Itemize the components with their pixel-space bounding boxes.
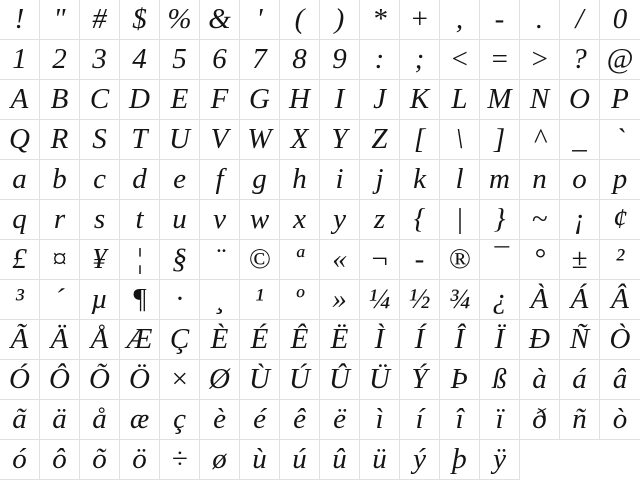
glyph-cell[interactable]: Ú [280,360,320,400]
glyph-cell[interactable]: X [280,120,320,160]
glyph-cell[interactable]: Ë [320,320,360,360]
glyph-cell[interactable]: é [240,400,280,440]
glyph-cell[interactable]: i [320,160,360,200]
glyph-cell[interactable]: : [360,40,400,80]
glyph-cell[interactable]: ´ [40,280,80,320]
glyph-cell[interactable]: ° [520,240,560,280]
glyph-cell[interactable]: f [200,160,240,200]
glyph-cell[interactable]: b [40,160,80,200]
glyph-cell[interactable]: æ [120,400,160,440]
glyph-cell[interactable]: â [600,360,640,400]
glyph-cell[interactable]: À [520,280,560,320]
glyph-cell[interactable]: í [400,400,440,440]
glyph-cell[interactable]: § [160,240,200,280]
glyph-cell[interactable]: @ [600,40,640,80]
glyph-cell[interactable]: N [520,80,560,120]
glyph-cell[interactable]: ~ [520,200,560,240]
glyph-cell[interactable]: - [480,0,520,40]
glyph-cell[interactable]: ý [400,440,440,480]
glyph-cell[interactable]: õ [80,440,120,480]
glyph-cell[interactable]: n [520,160,560,200]
glyph-cell[interactable]: û [320,440,360,480]
glyph-cell[interactable]: , [440,0,480,40]
glyph-cell[interactable]: q [0,200,40,240]
glyph-cell[interactable]: Â [600,280,640,320]
glyph-cell[interactable]: è [200,400,240,440]
glyph-cell[interactable]: Q [0,120,40,160]
glyph-cell[interactable]: ô [40,440,80,480]
glyph-cell[interactable]: £ [0,240,40,280]
glyph-cell[interactable]: 9 [320,40,360,80]
glyph-cell[interactable]: t [120,200,160,240]
glyph-cell[interactable]: ç [160,400,200,440]
glyph-cell[interactable]: Z [360,120,400,160]
empty-cell [520,440,560,480]
glyph-cell[interactable]: < [440,40,480,80]
glyph-cell[interactable]: 7 [240,40,280,80]
glyph-cell[interactable]: 3 [80,40,120,80]
glyph-cell[interactable]: # [80,0,120,40]
glyph-cell[interactable]: Ñ [560,320,600,360]
glyph-cell[interactable]: Û [320,360,360,400]
glyph-cell[interactable]: w [240,200,280,240]
glyph-cell[interactable]: u [160,200,200,240]
glyph-cell[interactable]: × [160,360,200,400]
glyph-cell[interactable]: 4 [120,40,160,80]
glyph-cell[interactable]: s [80,200,120,240]
glyph-cell[interactable]: W [240,120,280,160]
glyph-cell[interactable]: Ï [480,320,520,360]
glyph-cell[interactable]: µ [80,280,120,320]
glyph-cell[interactable]: ® [440,240,480,280]
glyph-cell[interactable]: 2 [40,40,80,80]
glyph-cell[interactable]: È [200,320,240,360]
glyph-cell[interactable]: ö [120,440,160,480]
glyph-cell[interactable]: K [400,80,440,120]
glyph-cell[interactable]: } [480,200,520,240]
glyph-cell[interactable]: ¦ [120,240,160,280]
glyph-cell[interactable]: + [400,0,440,40]
glyph-cell[interactable]: c [80,160,120,200]
glyph-cell[interactable]: Ô [40,360,80,400]
glyph-cell[interactable]: x [280,200,320,240]
glyph-cell[interactable]: ½ [400,280,440,320]
glyph-cell[interactable]: A [0,80,40,120]
glyph-cell[interactable]: î [440,400,480,440]
glyph-cell[interactable]: ¤ [40,240,80,280]
glyph-cell[interactable]: Á [560,280,600,320]
glyph-cell[interactable]: - [400,240,440,280]
glyph-cell[interactable]: þ [440,440,480,480]
glyph-cell[interactable]: m [480,160,520,200]
glyph-cell[interactable]: Ü [360,360,400,400]
glyph-cell[interactable]: ² [600,240,640,280]
glyph-cell[interactable]: ³ [0,280,40,320]
glyph-cell[interactable]: ^ [520,120,560,160]
glyph-cell[interactable]: ï [480,400,520,440]
glyph-cell[interactable]: 0 [600,0,640,40]
glyph-cell[interactable]: ± [560,240,600,280]
glyph-cell[interactable]: ü [360,440,400,480]
glyph-cell[interactable]: _ [560,120,600,160]
glyph-cell[interactable]: z [360,200,400,240]
glyph-cell[interactable]: Æ [120,320,160,360]
glyph-cell[interactable]: o [560,160,600,200]
glyph-cell[interactable]: l [440,160,480,200]
glyph-cell[interactable]: » [320,280,360,320]
glyph-cell[interactable]: Ò [600,320,640,360]
glyph-cell[interactable]: & [200,0,240,40]
glyph-cell[interactable]: C [80,80,120,120]
glyph-cell[interactable]: R [40,120,80,160]
glyph-cell[interactable]: ¡ [560,200,600,240]
glyph-cell[interactable]: 6 [200,40,240,80]
glyph-cell[interactable]: ø [200,440,240,480]
glyph-cell[interactable]: ê [280,400,320,440]
glyph-cell[interactable]: Ê [280,320,320,360]
glyph-cell[interactable]: ` [600,120,640,160]
glyph-cell[interactable]: ß [480,360,520,400]
glyph-cell[interactable]: ä [40,400,80,440]
glyph-cell[interactable]: Y [320,120,360,160]
glyph-cell[interactable]: Å [80,320,120,360]
glyph-cell[interactable]: Ø [200,360,240,400]
glyph-cell[interactable]: · [160,280,200,320]
glyph-cell[interactable]: ò [600,400,640,440]
glyph-cell[interactable]: J [360,80,400,120]
glyph-cell[interactable]: " [40,0,80,40]
glyph-cell[interactable]: ¶ [120,280,160,320]
glyph-cell[interactable]: ú [280,440,320,480]
glyph-cell[interactable]: e [160,160,200,200]
glyph-cell[interactable]: ¸ [200,280,240,320]
glyph-cell[interactable]: ] [480,120,520,160]
glyph-cell[interactable]: Ã [0,320,40,360]
glyph-cell[interactable]: Ù [240,360,280,400]
glyph-cell[interactable]: P [600,80,640,120]
glyph-cell[interactable]: Ä [40,320,80,360]
glyph-cell[interactable]: I [320,80,360,120]
glyph-cell[interactable]: U [160,120,200,160]
glyph-cell[interactable]: y [320,200,360,240]
glyph-cell[interactable]: % [160,0,200,40]
empty-cell [560,440,600,480]
glyph-cell[interactable]: > [520,40,560,80]
glyph-cell[interactable]: ¿ [480,280,520,320]
glyph-cell[interactable]: ' [240,0,280,40]
glyph-cell[interactable]: ù [240,440,280,480]
glyph-cell[interactable]: . [520,0,560,40]
glyph-cell[interactable]: ¥ [80,240,120,280]
glyph-cell[interactable]: ì [360,400,400,440]
glyph-cell[interactable]: Ý [400,360,440,400]
glyph-cell[interactable]: ñ [560,400,600,440]
glyph-cell[interactable]: / [560,0,600,40]
glyph-cell[interactable]: å [80,400,120,440]
glyph-cell[interactable]: É [240,320,280,360]
glyph-cell[interactable]: k [400,160,440,200]
glyph-cell[interactable]: Ó [0,360,40,400]
glyph-cell[interactable]: Õ [80,360,120,400]
glyph-cell[interactable]: ª [280,240,320,280]
glyph-cell[interactable]: ( [280,0,320,40]
glyph-cell[interactable]: º [280,280,320,320]
glyph-cell[interactable]: r [40,200,80,240]
glyph-cell[interactable]: j [360,160,400,200]
glyph-cell[interactable]: [ [400,120,440,160]
glyph-cell[interactable]: ? [560,40,600,80]
glyph-cell[interactable]: ¢ [600,200,640,240]
glyph-cell[interactable]: Í [400,320,440,360]
glyph-cell[interactable]: V [200,120,240,160]
glyph-cell[interactable]: ¹ [240,280,280,320]
glyph-cell[interactable]: Ì [360,320,400,360]
glyph-cell[interactable]: M [480,80,520,120]
glyph-cell[interactable]: D [120,80,160,120]
glyph-cell[interactable]: ¨ [200,240,240,280]
glyph-cell[interactable]: ) [320,0,360,40]
glyph-cell[interactable]: © [240,240,280,280]
glyph-cell[interactable]: G [240,80,280,120]
glyph-cell[interactable]: ; [400,40,440,80]
glyph-cell[interactable]: à [520,360,560,400]
glyph-cell[interactable]: ã [0,400,40,440]
glyph-cell[interactable]: « [320,240,360,280]
glyph-cell[interactable]: \ [440,120,480,160]
glyph-cell[interactable]: ÿ [480,440,520,480]
glyph-cell[interactable]: Ö [120,360,160,400]
glyph-cell[interactable]: ÷ [160,440,200,480]
glyph-cell[interactable]: Þ [440,360,480,400]
glyph-cell[interactable]: ó [0,440,40,480]
glyph-cell[interactable]: ¼ [360,280,400,320]
glyph-cell[interactable]: = [480,40,520,80]
glyph-cell[interactable]: E [160,80,200,120]
glyph-cell[interactable]: g [240,160,280,200]
glyph-cell[interactable]: $ [120,0,160,40]
glyph-cell[interactable]: { [400,200,440,240]
empty-cell [600,440,640,480]
glyph-cell[interactable]: ¯ [480,240,520,280]
glyph-cell[interactable]: H [280,80,320,120]
glyph-cell[interactable]: | [440,200,480,240]
glyph-cell[interactable]: ¬ [360,240,400,280]
glyph-cell[interactable]: 1 [0,40,40,80]
glyph-cell[interactable]: B [40,80,80,120]
glyph-cell[interactable]: á [560,360,600,400]
glyph-cell[interactable]: p [600,160,640,200]
glyph-cell[interactable]: ! [0,0,40,40]
glyph-cell[interactable]: Î [440,320,480,360]
glyph-cell[interactable]: Ç [160,320,200,360]
glyph-cell[interactable]: T [120,120,160,160]
glyph-cell[interactable]: a [0,160,40,200]
glyph-cell[interactable]: 8 [280,40,320,80]
glyph-cell[interactable]: ë [320,400,360,440]
glyph-cell[interactable]: v [200,200,240,240]
glyph-cell[interactable]: O [560,80,600,120]
glyph-cell[interactable]: h [280,160,320,200]
glyph-cell[interactable]: * [360,0,400,40]
glyph-cell[interactable]: ¾ [440,280,480,320]
glyph-cell[interactable]: Ð [520,320,560,360]
glyph-cell[interactable]: L [440,80,480,120]
glyph-cell[interactable]: d [120,160,160,200]
glyph-cell[interactable]: S [80,120,120,160]
glyph-cell[interactable]: F [200,80,240,120]
glyph-cell[interactable]: 5 [160,40,200,80]
glyph-cell[interactable]: ð [520,400,560,440]
